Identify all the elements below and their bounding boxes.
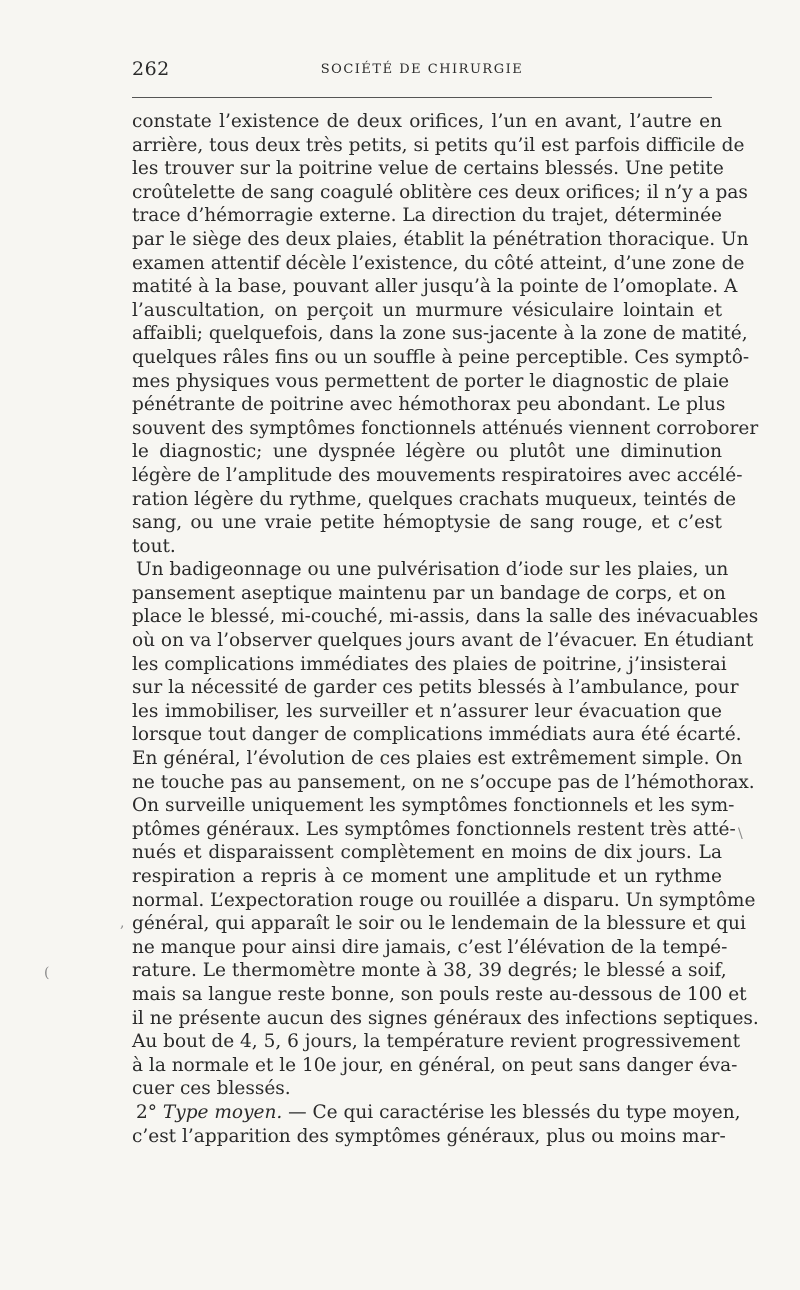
- text-line: souvent des symptômes fonctionnels atténués viennent corroborer: [132, 417, 759, 439]
- text-line: mes physiques vous permettent de porter le diagnostic de plaie: [132, 370, 730, 392]
- running-title: SOCIÉTÉ DE CHIRURGIE: [320, 62, 524, 77]
- text-line: croûtelette de sang coagulé oblitère ces deux orifices; il n’y a pas: [132, 181, 748, 203]
- text-line: respiration a repris à ce moment une amplitude et un rythme: [132, 866, 722, 887]
- text-line: où on va l’observer quelques jours avant de l’évacuer. En étudiant: [132, 630, 754, 652]
- text-line: sur la nécessité de garder ces petits blessés à l’ambulance, pour: [132, 677, 739, 699]
- text-line: c’est l’apparition des symptômes généraux, plus ou moins mar-: [132, 1125, 726, 1147]
- text-line: les complications immédiates des plaies de poitrine, j’insisterai: [132, 653, 727, 675]
- text-line: sang, ou une vraie petite hémoptysie de sang rouge, et c’est: [132, 512, 722, 534]
- text-line: En général, l’évolution de ces plaies est extrêmement simple. On: [132, 748, 743, 770]
- text-line: trace d’hémorragie externe. La direction du trajet, déterminée: [132, 205, 722, 227]
- text-line: examen attentif décèle l’existence, du côté atteint, d’une zone de: [132, 252, 745, 274]
- section-heading: Type moyen.: [162, 1101, 283, 1123]
- text-line: les trouver sur la poitrine velue de certains blessés. Une petite: [132, 158, 724, 180]
- text-line: à la normale et le 10e jour, en général, on peut sans danger éva-: [132, 1054, 738, 1076]
- text-line: arrière, tous deux très petits, si petits qu’il est parfois difficile de: [132, 134, 745, 156]
- text-line: lorsque tout danger de complications immédiats aura été écarté.: [132, 724, 742, 746]
- text-line: par le siège des deux plaies, établit la pénétration thoracique. Un: [132, 228, 749, 250]
- text-line: rature. Le thermomètre monte à 38, 39 degrés; le blessé a soif,: [132, 960, 727, 982]
- margin-mark: ,: [120, 915, 125, 931]
- text-line: affaibli; quelquefois, dans la zone sus-jacente à la zone de matité,: [132, 323, 748, 345]
- text-line: normal. L’expectoration rouge ou rouillée a disparu. Un symptôme: [132, 889, 756, 911]
- text-line: ne manque pour ainsi dire jamais, c’est l’élévation de la tempé-: [132, 936, 728, 958]
- text-line: pansement aseptique maintenu par un bandage de corps, et on: [132, 582, 726, 604]
- section-heading-line: [132, 1101, 741, 1125]
- text-line: légère de l’amplitude des mouvements respiratoires avec accélé-: [132, 464, 743, 486]
- text-line: place le blessé, mi-couché, mi-assis, dans la salle des inévacuables: [132, 606, 759, 628]
- section-heading-rest: — Ce qui caractérise les blessés du type moyen,: [282, 1101, 741, 1123]
- body-text: [132, 110, 759, 1148]
- text-line: tout.: [132, 535, 176, 557]
- text-line: mais sa langue reste bonne, son pouls reste au-dessous de 100 et: [132, 983, 747, 1005]
- text-line: On surveille uniquement les symptômes fonctionnels et les sym-: [132, 795, 735, 817]
- text-line: les immobiliser, les surveiller et n’assurer leur évacuation que: [132, 700, 722, 722]
- text-line: ne touche pas au pansement, on ne s’occupe pas de l’hémothorax.: [132, 771, 755, 793]
- text-line: constate l’existence de deux orifices, l’un en avant, l’autre en: [132, 111, 722, 132]
- page-header: [132, 58, 712, 86]
- page-number: 262: [132, 58, 170, 80]
- margin-mark: (: [44, 965, 50, 981]
- text-line: quelques râles fins ou un souffle à peine perceptible. Ces symptô-: [132, 346, 750, 368]
- text-line: nués et disparaissent complètement en moins de dix jours. La: [132, 842, 722, 864]
- text-line: matité à la base, pouvant aller jusqu’à la pointe de l’omoplate. A: [132, 276, 738, 298]
- text-line: Au bout de 4, 5, 6 jours, la température revient progressivement: [132, 1031, 741, 1053]
- text-line: le diagnostic; une dyspnée légère ou plutôt une diminution: [132, 441, 722, 463]
- text-line: l’auscultation, on perçoit un murmure vésiculaire lointain et: [132, 299, 722, 321]
- section-number: 2°: [136, 1101, 158, 1123]
- text-line: Un badigeonnage ou une pulvérisation d’iode sur les plaies, un: [136, 559, 729, 581]
- text-line: il ne présente aucun des signes généraux des infections septiques.: [132, 1007, 759, 1029]
- text-line: ration légère du rythme, quelques crachats muqueux, teintés de: [132, 488, 737, 510]
- text-line: ptômes généraux. Les symptômes fonctionnels restent très atté-: [132, 818, 736, 840]
- text-line: pénétrante de poitrine avec hémothorax peu abondant. Le plus: [132, 394, 726, 416]
- text-line: cuer ces blessés.: [132, 1078, 291, 1100]
- header-rule: [132, 97, 712, 98]
- margin-mark: \: [738, 826, 743, 842]
- text-line: général, qui apparaît le soir ou le lendemain de la blessure et qui: [132, 913, 746, 935]
